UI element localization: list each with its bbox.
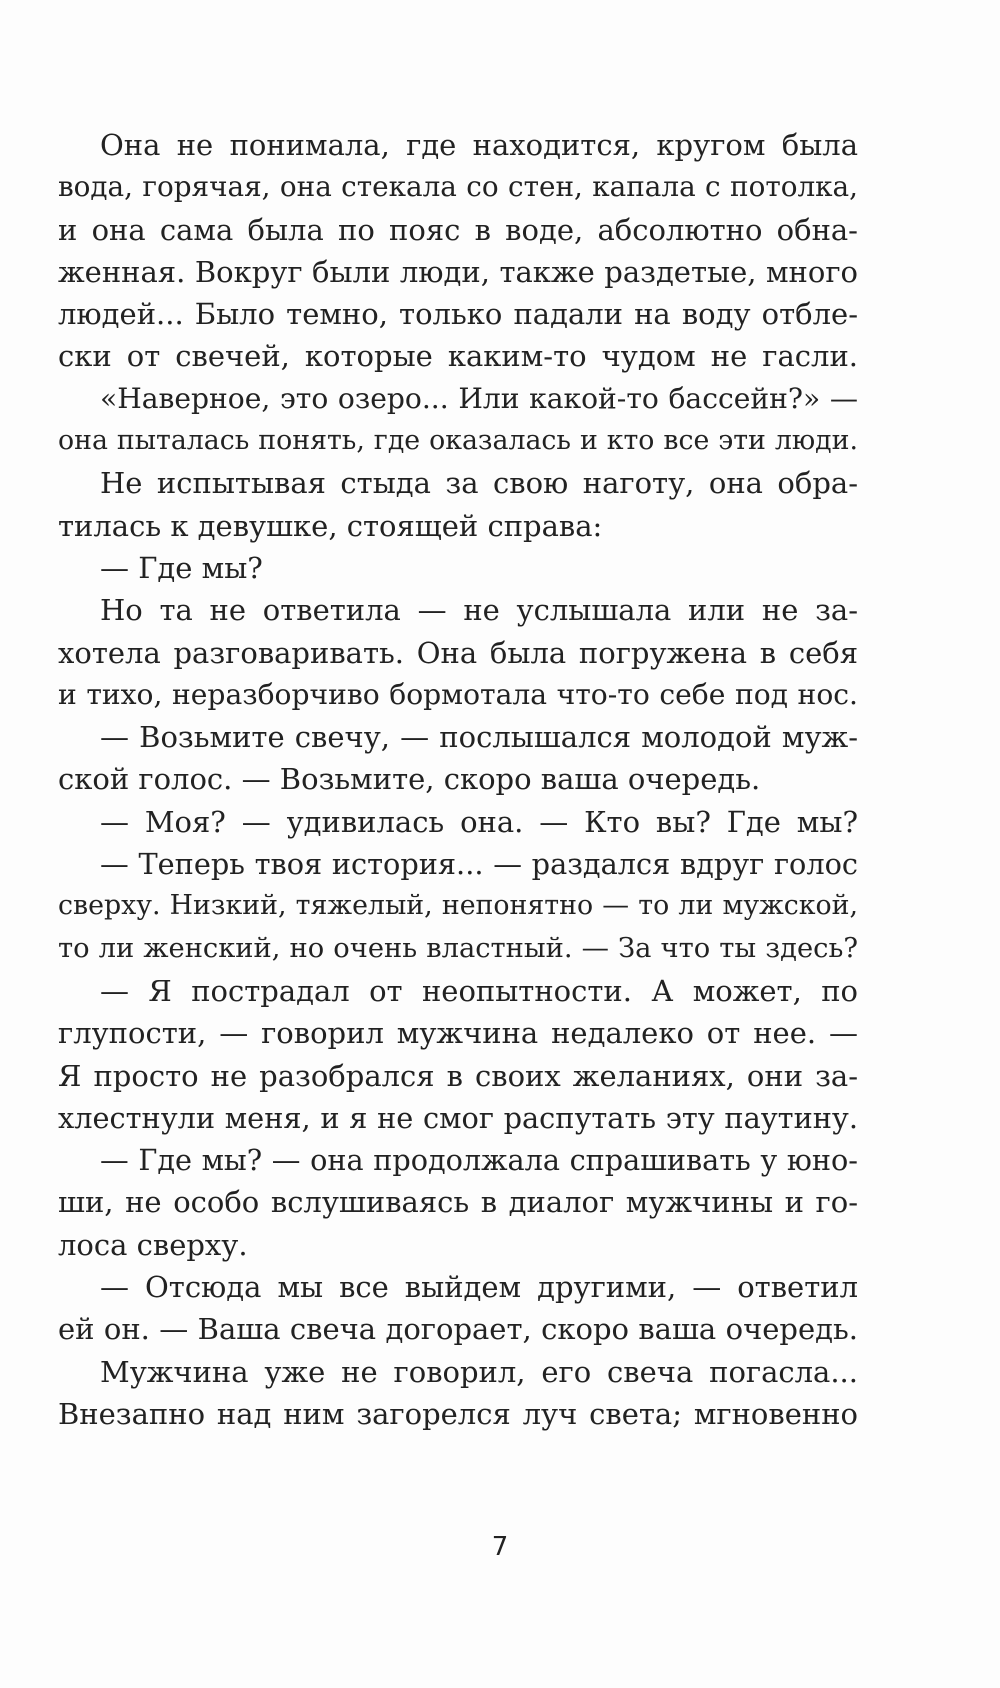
text-line: то ли женский, но очень властный. — За что ты здесь? [58, 932, 858, 964]
text-line: и она сама была по пояс в воде, абсолютно обна- [58, 212, 858, 247]
text-line: она пыталась понять, где оказалась и кто все эти люди. [58, 425, 858, 457]
text-line: женная. Вокруг были люди, также раздетые, много [58, 254, 858, 289]
text-line: глупости, — говорил мужчина недалеко от нее. — [58, 1016, 858, 1051]
text-line: ски от свечей, которые каким-то чудом не гасли. [58, 339, 858, 374]
text-line: Но та не ответила — не услышала или не за- [100, 593, 858, 628]
text-line: — Где мы? — она продолжала спрашивать у юно- [100, 1143, 858, 1178]
text-line: хлестнули меня, и я не смог распутать эту паутину. [58, 1100, 858, 1135]
text-line: — Где мы? [100, 550, 263, 585]
page-number: 7 [491, 1532, 509, 1562]
text-line: и тихо, неразборчиво бормотала что-то себе под нос. [58, 677, 858, 711]
body-text [58, 124, 858, 1435]
text-line: — Я пострадал от неопытности. А может, по [100, 973, 858, 1008]
text-line: ской голос. — Возьмите, скоро ваша очередь. [58, 762, 761, 797]
text-line: — Моя? — удивилась она. — Кто вы? Где мы? [100, 804, 858, 839]
text-line: — Отсюда мы все выйдем другими, — ответил [100, 1270, 858, 1305]
text-line: вода, горячая, она стекала со стен, капала с потолка, [58, 170, 858, 204]
text-line: тилась к девушке, стоящей справа: [58, 508, 603, 543]
text-line: — Теперь твоя история... — раздался вдруг голос [100, 847, 858, 882]
text-line: Она не понимала, где находится, кругом была [100, 128, 858, 162]
text-line: «Наверное, это озеро... Или какой-то бассейн?» — [100, 381, 858, 415]
text-line: Мужчина уже не говорил, его свеча погасла... [100, 1354, 858, 1389]
text-line: сверху. Низкий, тяжелый, непонятно — то ли мужской, [58, 890, 858, 922]
text-line: Внезапно над ним загорелся луч света; мгновенно [58, 1396, 858, 1431]
text-line: ши, не особо вслушиваясь в диалог мужчины и го- [58, 1185, 858, 1220]
text-line: хотела разговаривать. Она была погружена в себя [58, 635, 858, 670]
text-line: — Возьмите свечу, — послышался молодой муж- [100, 720, 858, 755]
text-line: Не испытывая стыда за свою наготу, она обра- [100, 466, 858, 501]
text-line: Я просто не разобрался в своих желаниях, они за- [58, 1058, 858, 1093]
text-line: лоса сверху. [58, 1227, 248, 1262]
text-line: людей... Было темно, только падали на воду отбле- [58, 297, 858, 332]
text-line: ей он. — Ваша свеча догорает, скоро ваша очередь. [58, 1312, 858, 1347]
